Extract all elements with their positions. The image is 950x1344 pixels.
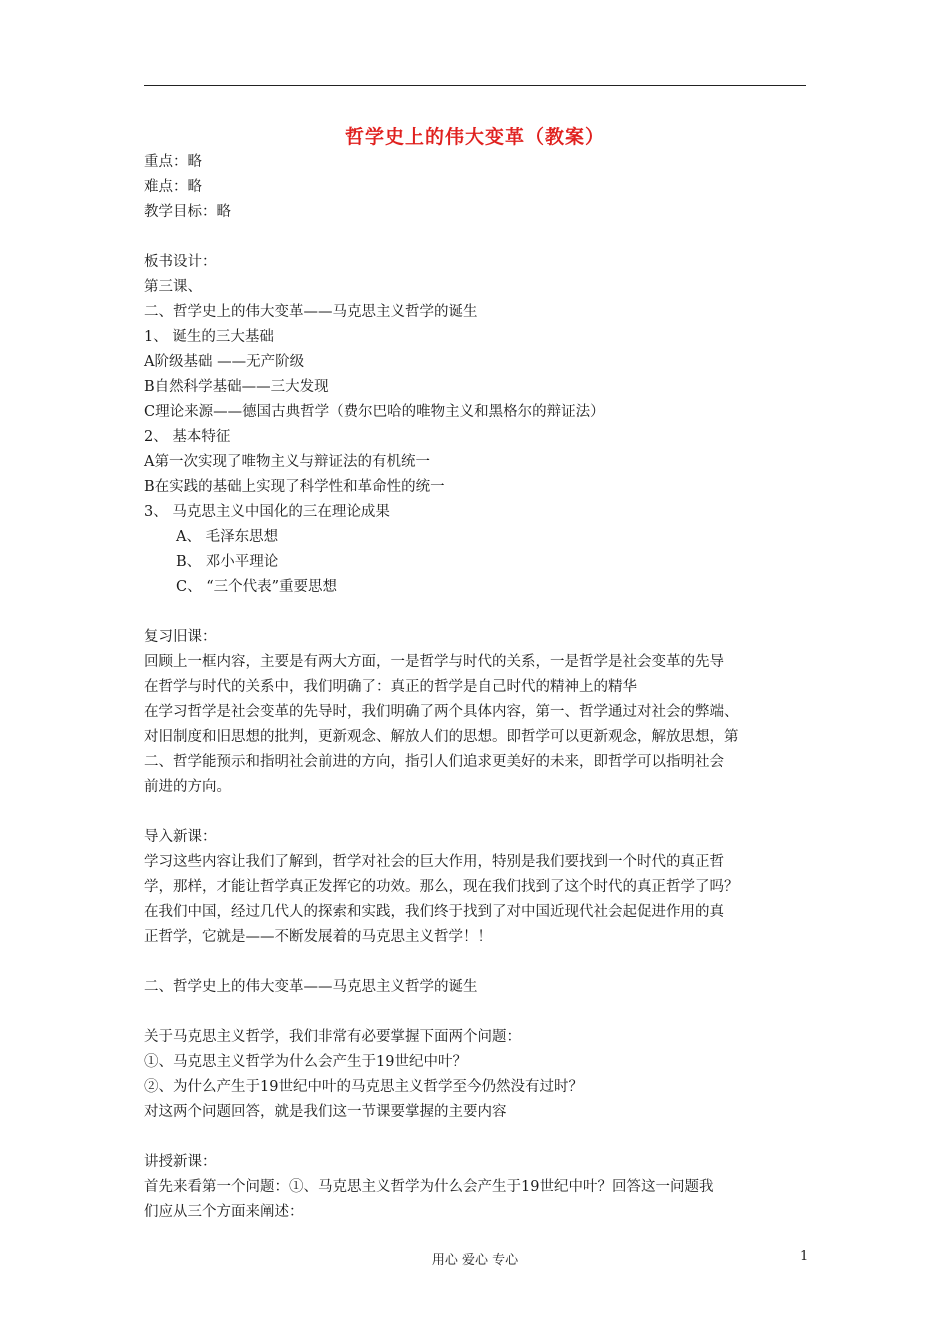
text-line: C、 “三个代表”重要思想: [176, 579, 338, 595]
text-line: 二、哲学能预示和指明社会前进的方向，指引人们追求更美好的未来，即哲学可以指明社会: [144, 754, 724, 770]
text-line: 复习旧课：: [144, 629, 217, 645]
text-line: 1、 诞生的三大基础: [144, 329, 274, 345]
text-line: 教学目标：略: [144, 204, 231, 220]
text-line: 关于马克思主义哲学，我们非常有必要掌握下面两个问题：: [144, 1029, 521, 1045]
text-line: C理论来源——德国古典哲学（费尔巴哈的唯物主义和黑格尔的辩证法）: [144, 404, 605, 420]
text-line: 对这两个问题回答，就是我们这一节课要掌握的主要内容: [144, 1104, 507, 1120]
text-line: 首先来看第一个问题：①、马克思主义哲学为什么会产生于19世纪中叶？回答这一问题我: [144, 1179, 714, 1195]
text-line: 学习这些内容让我们了解到，哲学对社会的巨大作用，特别是我们要找到一个时代的真正哲: [144, 854, 724, 870]
text-line: A、 毛泽东思想: [176, 529, 279, 545]
text-line: B、 邓小平理论: [176, 554, 279, 570]
text-line: 第三课、: [144, 279, 202, 295]
text-line: 板书设计：: [144, 254, 217, 270]
page-footer: 用心 爱心 专心: [431, 1253, 519, 1268]
text-line: 3、 马克思主义中国化的三在理论成果: [144, 504, 390, 520]
text-line: 2、 基本特征: [144, 429, 231, 445]
text-line: 在哲学与时代的关系中，我们明确了：真正的哲学是自己时代的精神上的精华: [144, 679, 637, 695]
text-line: 在我们中国，经过几代人的探索和实践，我们终于找到了对中国近现代社会起促进作用的真: [144, 904, 724, 920]
page-number: 1: [800, 1249, 809, 1264]
text-line: B在实践的基础上实现了科学性和革命性的统一: [144, 479, 445, 495]
text-line: 在学习哲学是社会变革的先导时，我们明确了两个具体内容，第一、哲学通过对社会的弊端、: [144, 704, 739, 720]
text-line: B自然科学基础——三大发现: [144, 379, 329, 395]
text-line: 学，那样，才能让哲学真正发挥它的功效。那么，现在我们找到了这个时代的真正哲学了吗？: [144, 879, 739, 895]
text-line: ①、马克思主义哲学为什么会产生于19世纪中叶？: [144, 1054, 467, 1070]
text-line: 导入新课：: [144, 829, 217, 845]
text-line: 二、哲学史上的伟大变革——马克思主义哲学的诞生: [144, 304, 478, 320]
text-line: 二、哲学史上的伟大变革——马克思主义哲学的诞生: [144, 979, 478, 995]
text-line: 前进的方向。: [144, 779, 231, 795]
document-title: 哲学史上的伟大变革（教案）: [344, 126, 605, 148]
text-line: A阶级基础 ——无产阶级: [144, 354, 305, 370]
text-line: 难点：略: [144, 179, 202, 195]
text-line: 对旧制度和旧思想的批判，更新观念、解放人们的思想。即哲学可以更新观念，解放思想，第: [144, 729, 739, 745]
text-line: 重点：略: [144, 154, 202, 170]
header-rule: [144, 85, 806, 86]
text-line: 们应从三个方面来阐述：: [144, 1204, 304, 1220]
text-line: 回顾上一框内容，主要是有两大方面，一是哲学与时代的关系，一是哲学是社会变革的先导: [144, 654, 724, 670]
text-line: ②、为什么产生于19世纪中叶的马克思主义哲学至今仍然没有过时？: [144, 1079, 583, 1095]
text-line: 讲授新课：: [144, 1154, 217, 1170]
text-line: A第一次实现了唯物主义与辩证法的有机统一: [144, 454, 430, 470]
text-line: 正哲学，它就是——不断发展着的马克思主义哲学！！: [144, 929, 492, 945]
